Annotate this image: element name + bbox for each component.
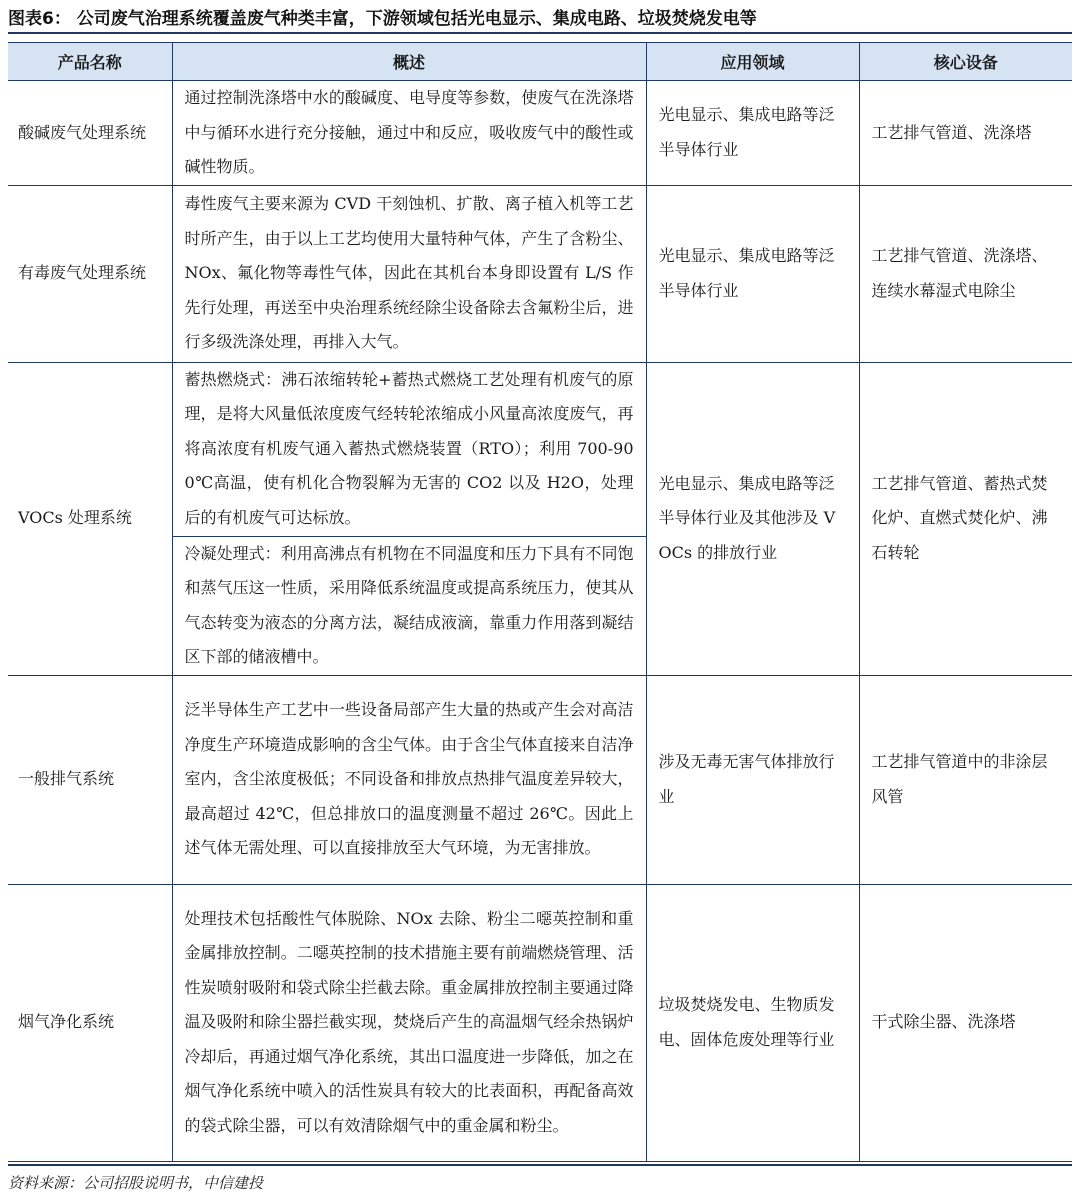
source-note: 资料来源：公司招股说明书，中信建投 <box>8 1164 1072 1193</box>
application-cell: 光电显示、集成电路等泛半导体行业 <box>646 185 859 362</box>
header-row <box>8 43 1072 81</box>
equipment-cell: 工艺排气管道中的非涂层风管 <box>859 675 1072 884</box>
application-cell: 涉及无毒无害气体排放行业 <box>646 675 859 884</box>
product-name-cell: 酸碱废气处理系统 <box>8 81 172 186</box>
equipment-cell: 干式除尘器、洗涤塔 <box>859 884 1072 1161</box>
description-cell: 蓄热燃烧式：沸石浓缩转轮+蓄热式燃烧工艺处理有机废气的原理，是将大风量低浓度废气经转轮浓缩成小风量高浓度废气，再将高浓度有机废气通入蓄热式燃烧装置（RTO）；利用 700-900℃高温，使有机化合物裂解为无害的 CO2 以及 H2O，处理后的有机废气可达标放。 <box>172 362 646 536</box>
description-cell: 处理技术包括酸性气体脱除、NOx 去除、粉尘二噁英控制和重金属排放控制。二噁英控制的技术措施主要有前端燃烧管理、活性炭喷射吸附和袋式除尘拦截去除。重金属排放控制主要通过降温及吸附和除尘器拦截实现，焚烧后产生的高温烟气经余热锅炉冷却后，再通过烟气净化系统，其出口温度进一步降低，加之在烟气净化系统中喷入的活性炭具有较大的比表面积，再配备高效的袋式除尘器，可以有效清除烟气中的重金属和粉尘。 <box>172 884 646 1161</box>
table-row <box>8 675 1072 884</box>
equipment-cell: 工艺排气管道、洗涤塔、连续水幕湿式电除尘 <box>859 185 1072 362</box>
figure-title: 图表6： 公司废气治理系统覆盖废气种类丰富，下游领域包括光电显示、集成电路、垃圾焚烧发电等 <box>8 6 1072 34</box>
table-row <box>8 81 1072 186</box>
header-description: 概述 <box>172 43 646 81</box>
data-table <box>8 42 1072 1162</box>
equipment-cell: 工艺排气管道、洗涤塔 <box>859 81 1072 186</box>
product-name-cell: 烟气净化系统 <box>8 884 172 1161</box>
equipment-cell: 工艺排气管道、蓄热式焚化炉、直燃式焚化炉、沸石转轮 <box>859 362 1072 675</box>
description-cell: 毒性废气主要来源为 CVD 干刻蚀机、扩散、离子植入机等工艺时所产生，由于以上工艺均使用大量特种气体，产生了含粉尘、NOx、氟化物等毒性气体，因此在其机台本身即设置有 L/S 作先行处理，再送至中央治理系统经除尘设备除去含氟粉尘后，进行多级洗涤处理，再排入大气。 <box>172 185 646 362</box>
product-name-cell: 一般排气系统 <box>8 675 172 884</box>
application-cell: 光电显示、集成电路等泛半导体行业 <box>646 81 859 186</box>
product-name-cell: 有毒废气处理系统 <box>8 185 172 362</box>
header-product-name: 产品名称 <box>8 43 172 81</box>
header-equipment: 核心设备 <box>859 43 1072 81</box>
table-row <box>8 884 1072 1161</box>
product-name-cell: VOCs 处理系统 <box>8 362 172 675</box>
application-cell: 垃圾焚烧发电、生物质发电、固体危废处理等行业 <box>646 884 859 1161</box>
table-row <box>8 362 1072 536</box>
description-cell: 泛半导体生产工艺中一些设备局部产生大量的热或产生会对高洁净度生产环境造成影响的含尘气体。由于含尘气体直接来自洁净室内，含尘浓度极低；不同设备和排放点热排气温度差异较大，最高超过 42℃，但总排放口的温度测量不超过 26℃。因此上述气体无需处理、可以直接排放至大气环境，为无害排放。 <box>172 675 646 884</box>
header-application: 应用领域 <box>646 43 859 81</box>
description-cell: 冷凝处理式：利用高沸点有机物在不同温度和压力下具有不同饱和蒸气压这一性质，采用降低系统温度或提高系统压力，使其从气态转变为液态的分离方法，凝结成液滴，靠重力作用落到凝结区下部的储液槽中。 <box>172 536 646 675</box>
description-cell: 通过控制洗涤塔中水的酸碱度、电导度等参数，使废气在洗涤塔中与循环水进行充分接触，通过中和反应，吸收废气中的酸性或碱性物质。 <box>172 81 646 186</box>
application-cell: 光电显示、集成电路等泛半导体行业及其他涉及 VOCs 的排放行业 <box>646 362 859 675</box>
table-row <box>8 185 1072 362</box>
